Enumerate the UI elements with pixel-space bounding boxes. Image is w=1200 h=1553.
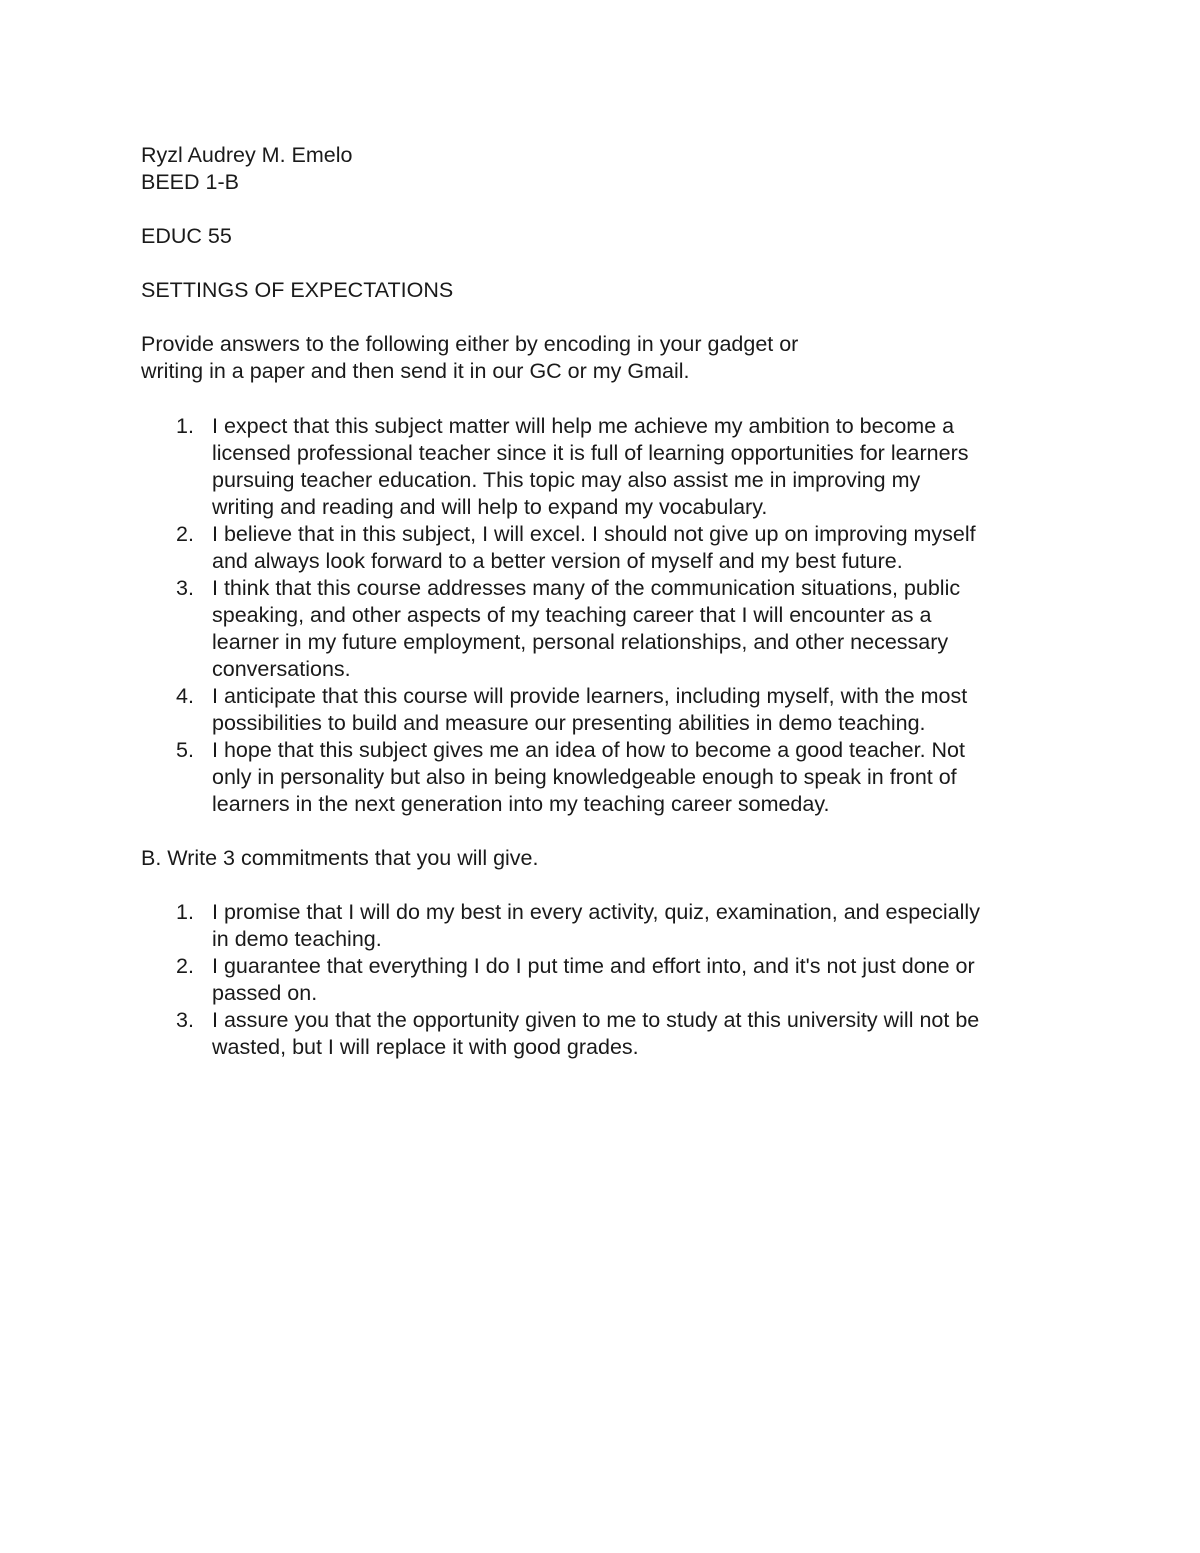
text-line: I promise that I will do my best in every activity, quiz, examination, and especially	[212, 900, 980, 924]
list-number: 3.	[176, 576, 194, 600]
text-line: writing and reading and will help to expand my vocabulary.	[212, 495, 768, 519]
document-title: SETTINGS OF EXPECTATIONS	[141, 278, 454, 302]
text-line: speaking, and other aspects of my teaching career that I will encounter as a	[212, 603, 932, 627]
list-item	[141, 737, 1061, 818]
text-line: only in personality but also in being knowledgeable enough to speak in front of	[212, 765, 957, 789]
instructions-line: Provide answers to the following either by encoding in your gadget or	[141, 332, 799, 356]
list-item	[141, 899, 1061, 953]
list-number: 2.	[176, 954, 194, 978]
text-line: pursuing teacher education. This topic may also assist me in improving my	[212, 468, 921, 492]
text-line: I believe that in this subject, I will excel. I should not give up on improving myself	[212, 522, 976, 546]
expectations-list	[141, 413, 1061, 818]
text-line: licensed professional teacher since it is full of learning opportunities for learners	[212, 441, 969, 465]
text-line: wasted, but I will replace it with good grades.	[212, 1035, 639, 1059]
commitments-list	[141, 899, 1061, 1061]
text-line: I hope that this subject gives me an idea of how to become a good teacher. Not	[212, 738, 965, 762]
list-item-text	[212, 575, 1061, 683]
instructions-line: writing in a paper and then send it in our GC or my Gmail.	[141, 359, 690, 383]
list-item-text	[212, 683, 1061, 737]
list-item-text	[212, 413, 1061, 521]
list-number: 5.	[176, 738, 194, 762]
text-line: conversations.	[212, 657, 351, 681]
list-item-text	[212, 521, 1061, 575]
list-number: 3.	[176, 1008, 194, 1032]
list-item	[141, 521, 1061, 575]
text-line: I think that this course addresses many of the communication situations, public	[212, 576, 961, 600]
text-line: I anticipate that this course will provide learners, including myself, with the most	[212, 684, 968, 708]
text-line: I expect that this subject matter will help me achieve my ambition to become a	[212, 414, 955, 438]
list-item	[141, 413, 1061, 521]
text-line: I assure you that the opportunity given to me to study at this university will not be	[212, 1008, 980, 1032]
list-item	[141, 575, 1061, 683]
list-item-text	[212, 953, 1061, 1007]
list-item-text	[212, 1007, 1061, 1061]
list-item	[141, 683, 1061, 737]
list-item-text	[212, 899, 1061, 953]
course-code: EDUC 55	[141, 224, 232, 248]
text-line: possibilities to build and measure our presenting abilities in demo teaching.	[212, 711, 926, 735]
list-number: 1.	[176, 414, 194, 438]
list-item	[141, 953, 1061, 1007]
text-line: learner in my future employment, personal relationships, and other necessary	[212, 630, 949, 654]
list-item-text	[212, 737, 1061, 818]
text-line: I guarantee that everything I do I put time and effort into, and it's not just done or	[212, 954, 975, 978]
list-item	[141, 1007, 1061, 1061]
text-line: in demo teaching.	[212, 927, 382, 951]
text-line: learners in the next generation into my teaching career someday.	[212, 792, 830, 816]
list-number: 1.	[176, 900, 194, 924]
section-b-heading: B. Write 3 commitments that you will give.	[141, 846, 539, 870]
list-number: 4.	[176, 684, 194, 708]
list-number: 2.	[176, 522, 194, 546]
text-line: passed on.	[212, 981, 318, 1005]
text-line: and always look forward to a better version of myself and my best future.	[212, 549, 903, 573]
document-body	[141, 142, 1061, 1061]
student-name: Ryzl Audrey M. Emelo	[141, 143, 353, 167]
student-section: BEED 1-B	[141, 170, 239, 194]
